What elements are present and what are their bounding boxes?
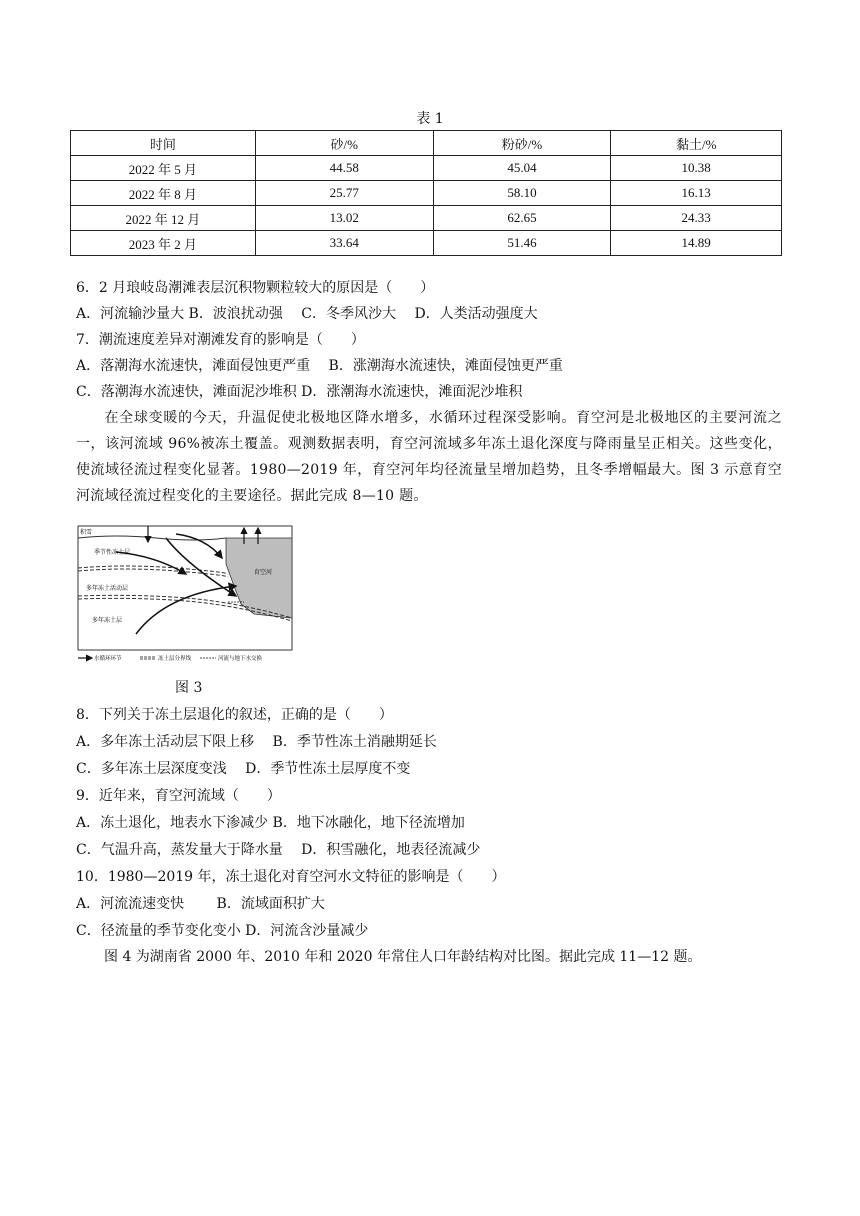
q8-options-cd: C．多年冻土层深度变浅 D．季节性冻土层厚度不变 (76, 761, 411, 777)
q8-options-ab: A．多年冻土活动层下限上移 B．季节性冻土消融期延长 (76, 734, 437, 750)
table-cell: 62.65 (433, 206, 611, 231)
table-cell: 2022 年 8 月 (71, 181, 256, 206)
q10-options-ab: A．河流流速变快 B．流域面积扩大 (76, 896, 325, 912)
q9-options-cd: C．气温升高，蒸发量大于降水量 D．积雪融化，地表径流减少 (76, 842, 481, 858)
table-cell: 45.04 (433, 156, 611, 181)
table-cell: 24.33 (611, 206, 782, 231)
table-cell: 10.38 (611, 156, 782, 181)
header-clay: 黏土/% (611, 131, 782, 156)
table-cell: 13.02 (255, 206, 433, 231)
table-cell: 2022 年 12 月 (71, 206, 256, 231)
label-permafrost: 多年冻土层 (92, 618, 123, 624)
table-cell: 33.64 (255, 231, 433, 256)
table-cell: 16.13 (611, 181, 782, 206)
table-cell: 51.46 (433, 231, 611, 256)
table-row (71, 181, 782, 206)
figure-3-diagram (76, 524, 298, 664)
table-cell: 44.58 (255, 156, 433, 181)
header-silt: 粉砂/% (433, 131, 611, 156)
table-row (71, 231, 782, 256)
q9-stem: 9．近年来，育空河流域（ ） (76, 788, 281, 804)
table-cell: 2022 年 5 月 (71, 156, 256, 181)
table-row (71, 206, 782, 231)
table-row (71, 156, 782, 181)
passage-yukon-text: 在全球变暖的今天，升温促使北极地区降水增多，水循环过程深受影响。育空河是北极地区的主要河流之一，该河流域 96%被冻土覆盖。观测数据表明，育空河流域多年冻土退化深度与降雨量呈正相关。这些变化，使流域径流过程变化显著。1980—2019 年，育空河年均径流量呈增加趋势，且冬季增幅最大。图 3 示意育空河流域径流过程变化的主要途径。据此完成 8—10 题。 (76, 410, 782, 504)
q7-options-cd: C．落潮海水流速快，滩面泥沙堆积 D．涨潮海水流速快，滩面泥沙堆积 (76, 384, 523, 400)
q7-options-ab: A．落潮海水流速快，滩面侵蚀更严重 B．涨潮海水流速快，滩面侵蚀更严重 (76, 358, 563, 374)
table-cell: 14.89 (611, 231, 782, 256)
label-active: 多年冻土活动层 (86, 586, 129, 592)
table-cell: 25.77 (255, 181, 433, 206)
q8-stem: 8．下列关于冻土层退化的叙述，正确的是（ ） (76, 707, 393, 723)
q6-options: A．河流输沙量大 B．波浪扰动强 C．冬季风沙大 D．人类活动强度大 (76, 306, 538, 322)
header-time: 时间 (71, 131, 256, 156)
table-caption: 表 1 (416, 111, 444, 127)
figure-3-label: 图 3 (175, 680, 203, 696)
q6-stem: 6．2 月琅岐岛潮滩表层沉积物颗粒较大的原因是（ ） (76, 280, 435, 296)
q10-stem: 10．1980—2019 年，冻土退化对育空河水文特征的影响是（ ） (76, 869, 506, 885)
passage-yukon (76, 405, 782, 509)
legend-boundary: 冻土层分界线 (158, 656, 192, 662)
legend-exchange: 河流与地下水交换 (218, 656, 263, 662)
table-cell: 2023 年 2 月 (71, 231, 256, 256)
header-sand: 砂/% (255, 131, 433, 156)
q7-stem: 7．潮流速度差异对潮滩发育的影响是（ ） (76, 332, 365, 348)
table-cell: 58.10 (433, 181, 611, 206)
legend-cycle: 水循环环节 (94, 656, 122, 662)
q10-options-cd: C．径流量的季节变化变小 D．河流含沙量减少 (76, 923, 369, 939)
label-river: 育空河 (254, 570, 273, 576)
label-snow: 积雪 (80, 530, 93, 536)
label-seasonal: 季节性冻土层 (94, 550, 131, 556)
q9-options-ab: A．冻土退化，地表水下渗减少 B．地下冰融化，地下径流增加 (76, 815, 465, 831)
sediment-table (70, 130, 782, 256)
table-header-row (71, 131, 782, 156)
passage-hunan: 图 4 为湖南省 2000 年、2010 年和 2020 年常住人口年龄结构对比图。据此完成 11—12 题。 (104, 949, 702, 965)
